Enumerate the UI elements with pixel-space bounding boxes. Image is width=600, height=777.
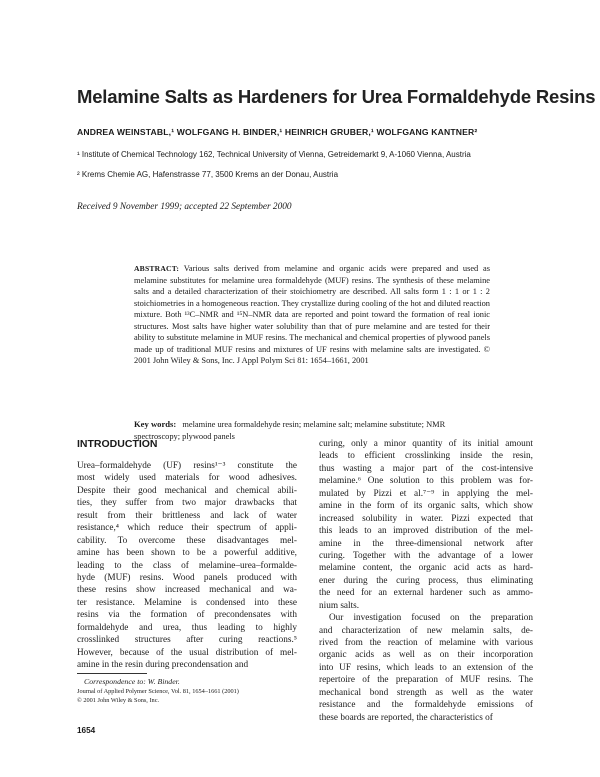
left-column-line: amine in the resin during precondensation and — [77, 660, 249, 670]
left-column-line: these resins show increased mechanical and wa- — [77, 585, 297, 596]
left-column-line: resistance,⁴ which reduce their spectrum of appli- — [77, 523, 297, 534]
journal-citation: Journal of Applied Polymer Science, Vol. 81, 1654–1661 (2001) — [77, 688, 239, 695]
right-column-line: repertoire of the preparation of MUF resins. The — [319, 675, 533, 686]
right-column — [319, 438, 533, 724]
correspondence-note — [84, 677, 180, 686]
keywords-label: Key words: — [134, 419, 177, 429]
right-column-line: the need for an external hardener such as ammo- — [319, 588, 533, 599]
right-column-line: and characterization of new melamin salts, de- — [319, 625, 533, 636]
left-column-line: crosslinked structures after curing reactions.⁵ — [77, 635, 297, 646]
left-column-line: most widely used materials for wood adhesives. — [77, 473, 297, 484]
right-column-line: thus wasting a major part of the cost-intensive — [319, 463, 533, 474]
right-column-line: mulated by Pizzi et al.⁷⁻⁹ in applying the mel- — [319, 488, 533, 499]
left-column — [77, 460, 297, 671]
left-column-line: Urea–formaldehyde (UF) resins¹⁻³ constitute the — [77, 461, 297, 471]
right-column-line: amine in the three-dimensional network after — [319, 538, 533, 549]
right-column-line: melamine.⁶ One solution to this problem was for- — [319, 476, 533, 487]
correspondence-text: Correspondence to: W. Binder. — [84, 677, 180, 686]
left-column-line: ter resistance. Melamine is condensed into these — [77, 597, 297, 608]
right-column-line: ener during the curing process, thus eliminating — [319, 575, 533, 586]
left-column-line: amine has been shown to be a powerful additive, — [77, 548, 297, 559]
right-column-line: curing, only a minor quantity of its initial amount — [319, 439, 533, 449]
keywords-text: melamine urea formaldehyde resin; melamine salt; melamine substitute; NMR spectroscopy; plywood panels — [134, 420, 446, 441]
left-column-line: ties, they suffer from two major drawbacks that — [77, 498, 297, 509]
footnote-rule — [77, 673, 147, 674]
right-column-line: rived from the reaction of melamine with various — [319, 638, 533, 648]
right-column-line: curing. Together with the advantage of a lower — [319, 550, 533, 561]
right-column-line: Our investigation focused on the preparation — [329, 613, 533, 624]
journal-copyright: © 2001 John Wiley & Sons, Inc. — [77, 697, 160, 704]
left-column-line: cability. To overcome these disadvantages mel- — [77, 535, 297, 546]
author-list: ANDREA WEINSTABL,¹ WOLFGANG H. BINDER,¹ HEINRICH GRUBER,¹ WOLFGANG KANTNER² — [77, 127, 478, 137]
right-column-line: these boards are reported, the characteristics of — [319, 712, 493, 723]
left-column-line: result from their brittleness and lack of water — [77, 510, 297, 521]
left-column-line: leading to the class of melamine–urea–formalde- — [77, 560, 297, 571]
right-column-line: resistance and the formaldehyde emissions of — [319, 700, 533, 711]
right-column-line: melamine content, the organic acid acts as hard- — [319, 563, 533, 574]
right-column-line: organic acids as well as on their incorporation — [319, 650, 533, 661]
left-column-line: Despite their good mechanical and chemical abili- — [77, 485, 297, 496]
affiliation-2: ² Krems Chemie AG, Hafenstrasse 77, 3500 Krems an der Donau, Austria — [77, 170, 339, 179]
right-column-line: amine in the form of its organic salts, which show — [319, 501, 533, 512]
section-heading: INTRODUCTION — [77, 438, 158, 450]
left-column-line: However, because of the usual distribution of mel- — [77, 647, 297, 658]
received-date: Received 9 November 1999; accepted 22 September 2000 — [77, 202, 292, 212]
page-number: 1654 — [77, 726, 96, 735]
right-column-line: increased solubility in water. Pizzi expected that — [319, 513, 533, 524]
paper-title: Melamine Salts as Hardeners for Urea Formaldehyde Resins — [77, 86, 596, 107]
affiliation-1: ¹ Institute of Chemical Technology 162, Technical University of Vienna, Getreidemarkt 9, A-1060 Vienna, Austria — [77, 150, 471, 159]
right-column-line: into UF resins, which leads to an extension of the — [319, 662, 533, 673]
abstract-label: ABSTRACT: — [134, 264, 180, 273]
right-column-line: this leads to an improved distribution of the mel- — [319, 526, 533, 537]
left-column-line: hyde (MUF) resins. Wood panels produced with — [77, 572, 297, 583]
left-column-line: formaldehyde and urea, thus leading to highly — [77, 622, 297, 633]
right-column-line: nium salts. — [319, 600, 360, 611]
right-column-line: mechanical bond strength as well as the water — [319, 687, 533, 698]
right-column-line: leads to efficient crosslinking inside the resin, — [319, 451, 533, 462]
left-column-line: resins via the formation of precondensates with — [77, 610, 297, 621]
abstract-block — [134, 263, 490, 367]
abstract-text: Various salts derived from melamine and organic acids were prepared and used as melamine substitutes for melamine urea formaldehyde (MUF) resins. The synthesis of these melamine salts and a detailed characterization of their stoichiometry are described. All salts form 1 : 1 or 1 : 2 stoichiometries in a homogeneous reaction. They crystallize during cooling of the hot and diluted reaction mixture. Both ¹³C–NMR and ¹⁵N–NMR data are reported and point toward the formation of real ionic structures. Most salts have higher water solubility than that of pure melamine and are tested for their ability to substitute melamine in MUF resins. The mechanical and chemical properties of plywood panels made up of traditional MUF resins and mixtures of UF resins with melamine salts are investigated. © 2001 John Wiley & Sons, Inc. J Appl Polym Sci 81: 1654–1661, 2001 — [134, 264, 490, 366]
